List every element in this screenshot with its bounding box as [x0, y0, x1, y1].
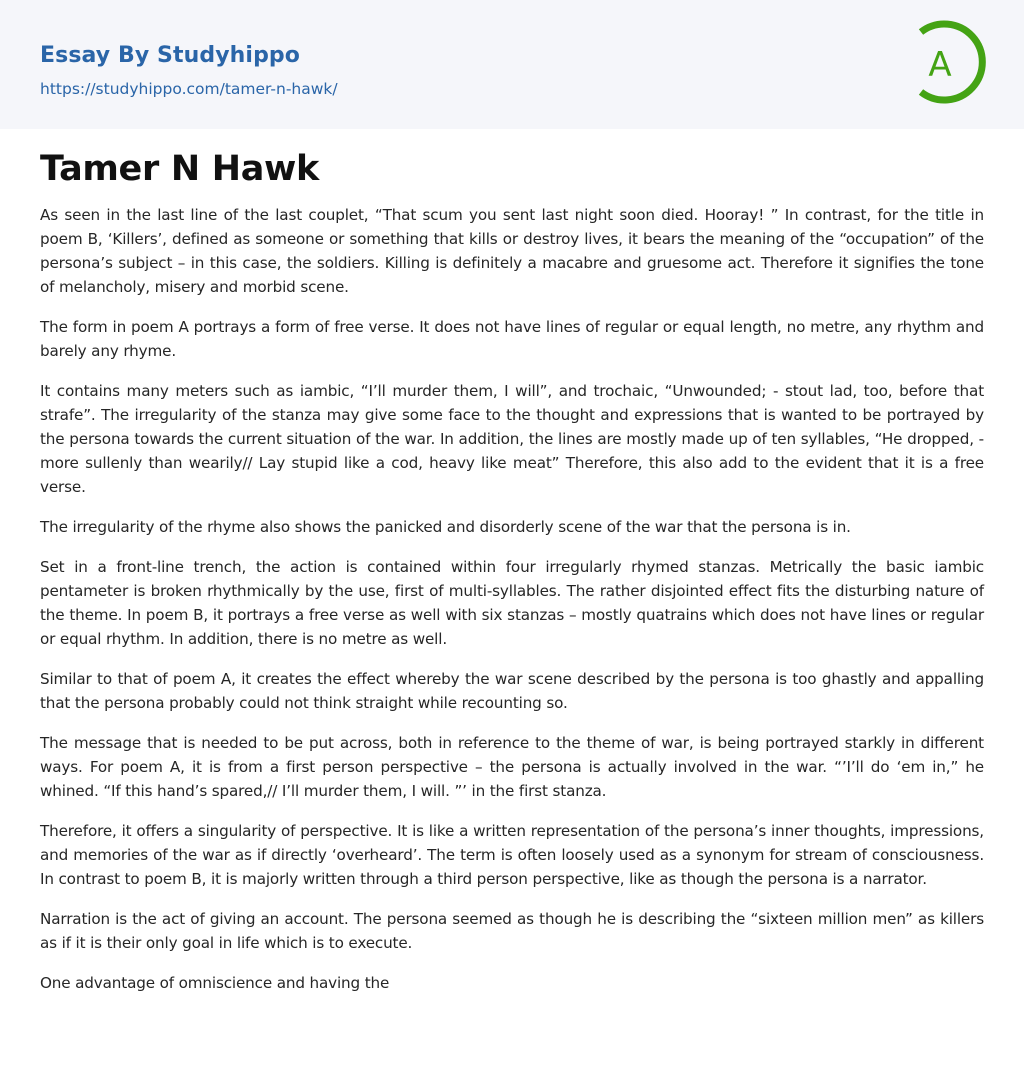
- studyhippo-logo-icon: [912, 18, 988, 106]
- article-title: Tamer N Hawk: [40, 149, 320, 189]
- paragraph: One advantage of omniscience and having the: [40, 974, 390, 992]
- logo-letter: A: [928, 45, 952, 85]
- brand-title: Essay By Studyhippo: [40, 43, 300, 68]
- paragraph: Set in a front-line trench, the action is contained within four irregularly rhymed stanzas. Metrically the basic iambic pentameter is broken rhythmically by the use, first of multi-syllables. The rather disjointed effect fits the disturbing nature of the theme. In poem B, it portrays a free verse as well with six stanzas – mostly quatrains which does not have lines or regular or equal rhythm. In addition, there is no metre as well.: [40, 558, 984, 648]
- paragraph: Narration is the act of giving an account. The persona seemed as though he is describing the “sixteen million men” as killers as if it is their only goal in life which is to execute.: [40, 910, 984, 952]
- paragraph: The message that is needed to be put across, both in reference to the theme of war, is being portrayed starkly in different ways. For poem A, it is from a first person perspective – the persona is actually involved in the war. “’I’ll do ‘em in,” he whined. “If this hand’s spared,// I’ll murder them, I will. ”’ in the first stanza.: [40, 734, 984, 800]
- site-header: [0, 0, 1024, 129]
- article-body: [0, 147, 1024, 1035]
- paragraph: Similar to that of poem A, it creates the effect whereby the war scene described by the persona is too ghastly and appalling that the persona probably could not think straight while recounting so.: [40, 670, 984, 712]
- paragraph: The form in poem A portrays a form of free verse. It does not have lines of regular or equal length, no metre, any rhythm and barely any rhyme.: [40, 318, 984, 360]
- paragraph: Therefore, it offers a singularity of perspective. It is like a written representation of the persona’s inner thoughts, impressions, and memories of the war as if directly ‘overheard’. The term is often loosely used as a synonym for stream of consciousness. In contrast to poem B, it is majorly written through a third person perspective, like as though the persona is a narrator.: [40, 822, 984, 888]
- essay-url-link[interactable]: https://studyhippo.com/tamer-n-hawk/: [40, 80, 338, 98]
- paragraph: The irregularity of the rhyme also shows the panicked and disorderly scene of the war that the persona is in.: [40, 518, 851, 536]
- paragraph: It contains many meters such as iambic, “I’ll murder them, I will”, and trochaic, “Unwounded; - stout lad, too, before that strafe”. The irregularity of the stanza may give some face to the thought and expressions that is wanted to be portrayed by the persona towards the current situation of the war. In addition, the lines are mostly made up of ten syllables, “He dropped, - more sullenly than wearily// Lay stupid like a cod, heavy like meat” Therefore, this also add to the evident that it is a free verse.: [40, 382, 984, 496]
- paragraph: As seen in the last line of the last couplet, “That scum you sent last night soon died. Hooray! ” In contrast, for the title in poem B, ‘Killers’, defined as someone or something that kills or destroy lives, it bears the meaning of the “occupation” of the persona’s subject – in this case, the soldiers. Killing is definitely a macabre and gruesome act. Therefore it signifies the tone of melancholy, misery and morbid scene.: [40, 206, 984, 296]
